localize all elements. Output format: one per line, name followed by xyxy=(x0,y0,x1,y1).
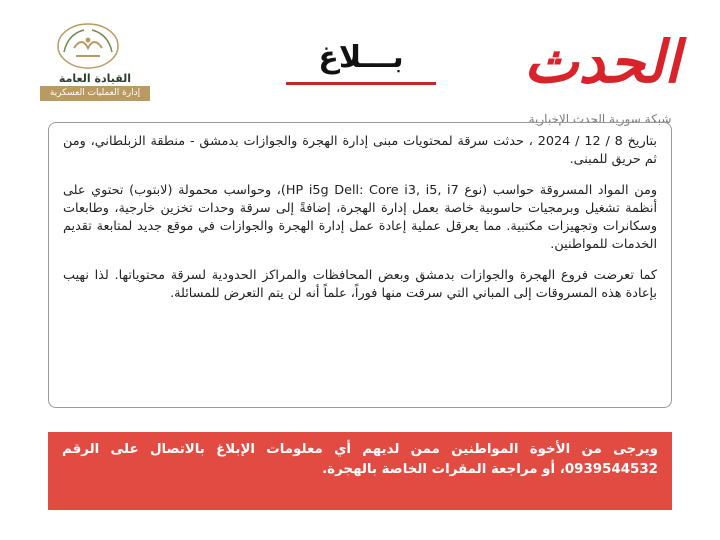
announcement-body xyxy=(48,122,672,408)
brand-caption: شبكة سورية الحدث الإخبارية xyxy=(528,112,672,126)
title-text: بـــلاغ xyxy=(318,40,404,75)
brand-logo xyxy=(516,18,688,110)
title-underline xyxy=(286,82,436,85)
announcement-title xyxy=(276,40,446,92)
brand-logo-text: الحدث xyxy=(523,28,681,96)
contact-notice-text: ويرجى من الأخوة المواطنين ممن لديهم أي معلومات الإبلاغ بالاتصال على الرقم 0939544532، أو مراجعة المقرات الخاصة بالهجرة. xyxy=(62,442,658,477)
organization-name: القيادة العامة xyxy=(58,72,132,85)
body-paragraph-3: كما تعرضت فروع الهجرة والجوازات بدمشق وبعض المحافظات والمراكز الحدودية لسرقة محتوياتها. لذا نهيب بإعادة هذه المسروقات إلى المباني التي سرقت منها فوراً، علماً أنه لن يتم التعرض للمسائلة. xyxy=(63,268,657,301)
general-command-seal-icon xyxy=(54,22,122,70)
organization-subtitle: إدارة العمليات العسكرية xyxy=(40,86,150,101)
contact-notice xyxy=(48,432,672,510)
body-paragraph-1: بتاريخ 8 / 12 / 2024 ، حدثت سرقة لمحتويات مبنى إدارة الهجرة والجوازات بدمشق - منطقة الزبلطاني، ومن ثم حريق للمبنى. xyxy=(63,134,657,167)
body-paragraph-2: ومن المواد المسروقة حواسب (نوع HP i5g Dell: Core i3, i5, i7)، وحواسب محمولة (لابتوب) تحتوي على أنظمة تشغيل وبرمجيات حاسوبية خاصة بعمل إدارة الهجرة، إضافةً إلى سرقة وحدات تخزين خارجية، وطابعات وسكانرات وتجهيزات مكتبية. مما يعرقل عملية إعادة عمل إدارة الهجرة والجوازات في موقع جديد لمتابعة تقديم الخدمات للمواطنين. xyxy=(63,183,657,252)
